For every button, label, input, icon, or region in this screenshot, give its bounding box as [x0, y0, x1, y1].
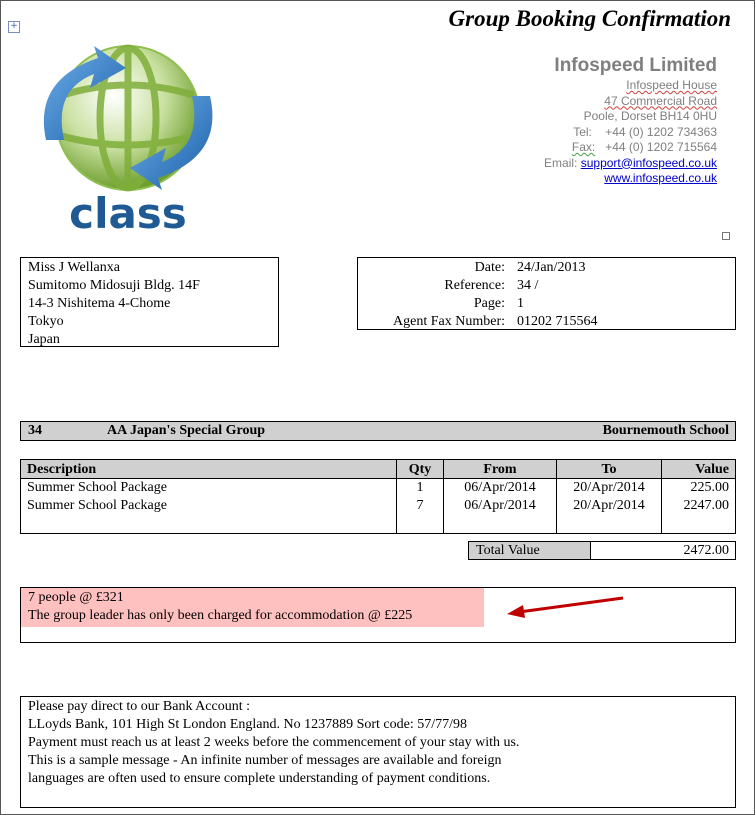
- item-to: 20/Apr/2014: [557, 497, 662, 515]
- document-title: Group Booking Confirmation: [448, 6, 731, 31]
- company-address-line: 47 Commercial Road: [604, 93, 717, 108]
- item-description: Summer School Package: [21, 479, 397, 498]
- class-logo: [28, 40, 228, 235]
- item-value: 225.00: [662, 479, 736, 498]
- company-name: Infospeed Limited: [554, 55, 717, 76]
- date-value: 24/Jan/2013: [517, 260, 586, 275]
- company-fax: [544, 140, 717, 156]
- red-arrow-annotation: [505, 595, 627, 619]
- recipient-line: Sumitomo Midosuji Bldg. 14F: [28, 278, 200, 293]
- group-header-bar: [20, 421, 736, 441]
- booking-meta-box: [357, 257, 736, 330]
- table-row: [21, 479, 736, 498]
- bank-line: languages are often used to ensure complete understanding of payment conditions.: [28, 771, 491, 786]
- tel-label: Tel:: [573, 124, 592, 139]
- reference-label: Reference:: [444, 278, 505, 293]
- email-label: Email:: [544, 155, 578, 170]
- recipient-line: Miss J Wellanxa: [28, 260, 120, 275]
- col-value: Value: [662, 460, 736, 479]
- group-name: AA Japan's Special Group: [107, 423, 266, 438]
- page-label: Page:: [473, 296, 505, 311]
- recipient-line: Tokyo: [28, 314, 64, 329]
- note-line: The group leader has only been charged for accommodation @ £225: [28, 608, 413, 623]
- col-from: From: [444, 460, 557, 479]
- table-spacer-row: [21, 515, 736, 534]
- item-qty: 1: [397, 479, 444, 498]
- bank-line: This is a sample message - An infinite number of messages are available and foreign: [28, 753, 502, 768]
- total-label: Total Value: [469, 542, 591, 559]
- group-school: Bournemouth School: [602, 423, 729, 438]
- item-to: 20/Apr/2014: [557, 479, 662, 498]
- bank-line: LLoyds Bank, 101 High St London England. No 1237889 Sort code: 57/77/98: [28, 717, 468, 732]
- line-items-table: [20, 459, 736, 534]
- company-tel: [544, 125, 717, 141]
- col-qty: Qty: [397, 460, 444, 479]
- recipient-address-box: [20, 257, 279, 347]
- table-anchor-icon[interactable]: +: [8, 21, 20, 33]
- logo-text: class: [69, 189, 187, 235]
- note-line: 7 people @ £321: [28, 590, 124, 605]
- tel-number: +44 (0) 1202 734363: [605, 124, 717, 139]
- bank-line: Payment must reach us at least 2 weeks before the commencement of your stay with us.: [28, 735, 520, 750]
- col-to: To: [557, 460, 662, 479]
- item-from: 06/Apr/2014: [444, 497, 557, 515]
- email-link[interactable]: support@infospeed.co.uk: [580, 155, 717, 170]
- highlighted-note: [21, 588, 484, 627]
- agent-fax-value: 01202 715564: [517, 314, 598, 329]
- fax-number: +44 (0) 1202 715564: [605, 140, 717, 154]
- fax-label: Fax:: [571, 140, 596, 154]
- col-description: Description: [21, 460, 397, 479]
- date-label: Date:: [474, 260, 505, 275]
- group-id: 34: [28, 423, 42, 438]
- total-value-box: [468, 541, 736, 560]
- page-value: 1: [517, 296, 524, 311]
- reference-value: 34 /: [517, 278, 539, 293]
- company-email: [544, 156, 717, 172]
- bank-line: Please pay direct to our Bank Account :: [28, 699, 250, 714]
- total-amount: 2472.00: [683, 543, 729, 558]
- item-qty: 7: [397, 497, 444, 515]
- text-anchor-marker: [722, 232, 730, 240]
- recipient-line: 14-3 Nishitema 4-Chome: [28, 296, 171, 311]
- pricing-note-box: [20, 587, 736, 643]
- table-header-row: [21, 460, 736, 479]
- table-row: [21, 497, 736, 515]
- item-from: 06/Apr/2014: [444, 479, 557, 498]
- payment-instructions-box: [20, 696, 736, 808]
- item-description: Summer School Package: [21, 497, 397, 515]
- company-address-line: Infospeed House: [626, 78, 717, 92]
- company-address-line: Poole, Dorset BH14 0HU: [583, 109, 717, 123]
- agent-fax-label: Agent Fax Number:: [393, 314, 505, 329]
- item-value: 2247.00: [662, 497, 736, 515]
- company-info: [544, 54, 717, 187]
- recipient-line: Japan: [28, 332, 60, 347]
- website-link[interactable]: www.infospeed.co.uk: [604, 171, 717, 185]
